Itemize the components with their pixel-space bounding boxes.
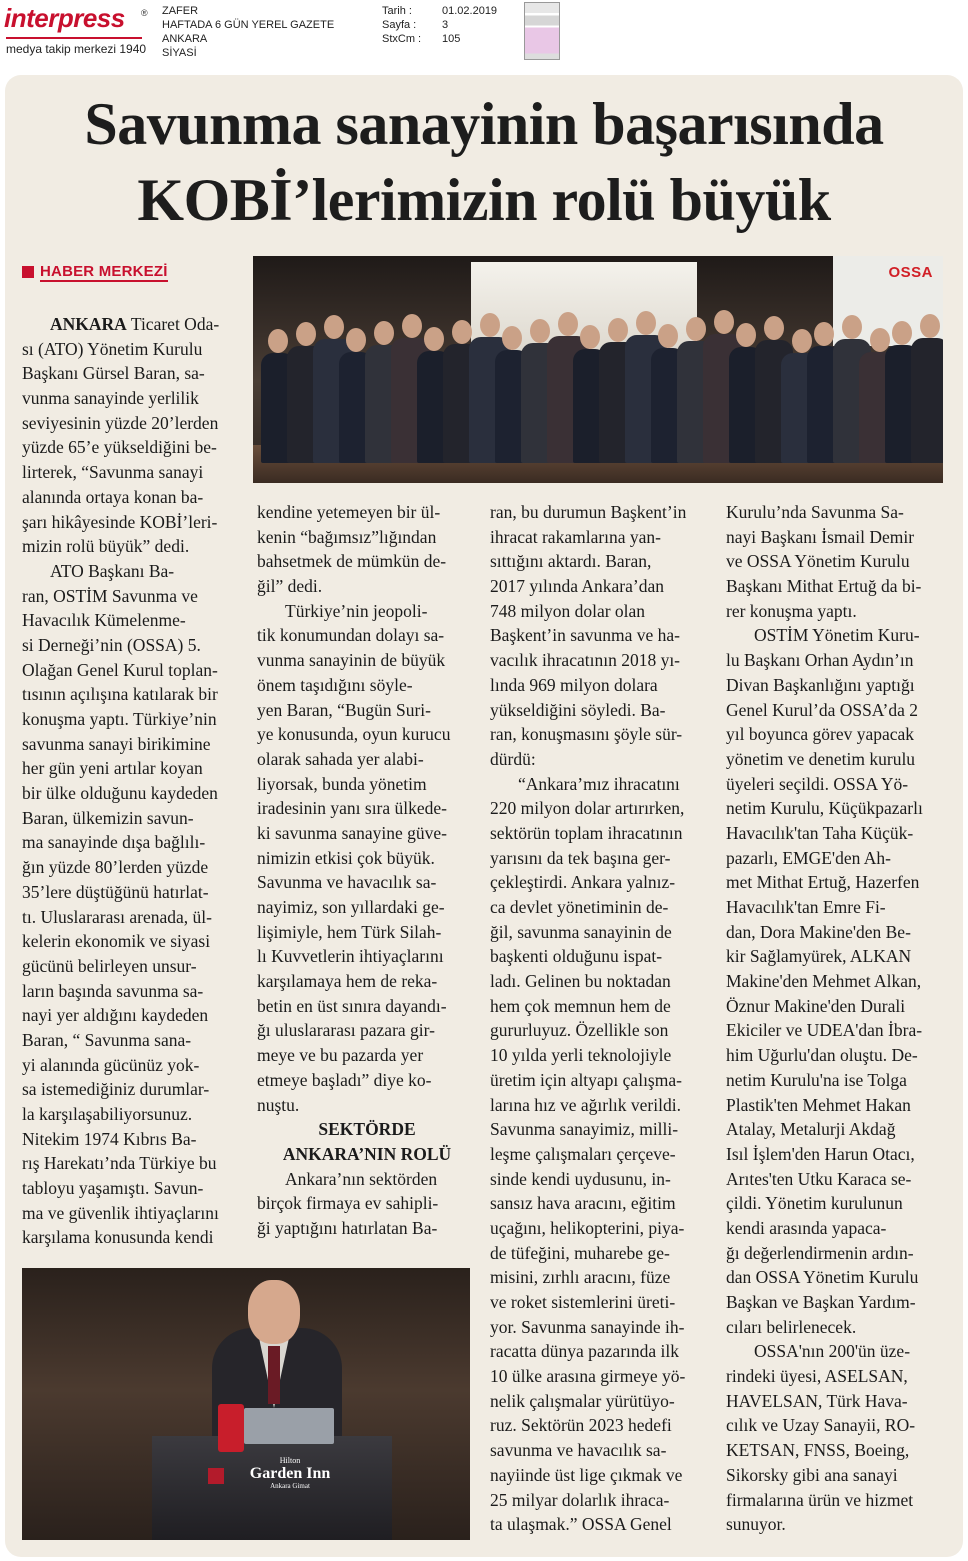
article-text-line: ği yaptığını hatırlatan Ba- [257,1217,438,1238]
article-text-line: ve roket sistemlerini üreti- [490,1292,676,1312]
hotel-sign-line-1: Hilton [279,1456,301,1465]
publication-name: ZAFER [162,5,199,17]
person-head [736,323,756,347]
person-head [452,320,472,344]
article-text-line: la karşılaşabiliyorsunuz. [22,1104,193,1124]
article-text-line: him Uğurlu'dan oluştu. De- [726,1045,918,1066]
person-head [530,319,550,343]
article-text-line: Başkent’in savunma ve ha- [490,625,681,646]
article-text-line: ca devlet yönetiminin de- [490,897,669,917]
interpress-logo [4,4,150,60]
article-text-line: sa istemediğiniz durumlar- [22,1079,210,1100]
article-text-line: Havacılık'tan Taha Küçük- [726,822,914,843]
article-text-line: 25 milyar dolarlık ihraca- [490,1489,670,1510]
article-text-line: Divan Başkanlığını yaptığı [726,674,915,695]
article-text-line: Ankara’nın sektörden [285,1168,438,1189]
article-text-line: nuştu. [257,1094,300,1115]
person-head [686,317,706,341]
article-text-line: sansız hava aracını, eğitim [490,1193,676,1214]
article-text-line: gücünü belirleyen unsur- [22,955,197,976]
laptop-icon [244,1408,334,1444]
article-text-line: Öznur Makine'den Durali [726,995,906,1016]
article-text-line: lişimiyle, hem Türk Silah- [257,921,442,942]
article-text-line: Türkiye’nin jeopoli- [285,600,428,621]
publication-info [162,4,334,60]
article-text-line: nayi Başkanı İsmail Demir [726,526,915,547]
person-head [374,321,394,345]
article-text-line: vunma sanayinin de büyük [257,650,446,671]
article-text-line: başkenti olduğunu ispat- [490,946,663,967]
article-text-line: çildi. Yönetim kurulunun [726,1193,903,1214]
person-head [558,312,578,336]
article-text-line: cıları belirlenecek. [726,1316,857,1337]
publication-frequency: HAFTADA 6 GÜN YEREL GAZETE [162,19,335,31]
article-column-3 [490,500,714,1537]
article-text-line: ğı uluslararası pazara gir- [257,1020,435,1041]
article-text-line: lı Kuvvetlerin ihtiyaçlarını [257,946,444,967]
ossa-banner-text: OSSA [888,264,933,281]
headline-line-1: Savunma sanayinin başarısında [84,91,884,157]
article-text-line: mizin rolü büyük” dedi. [22,536,190,557]
article-text-line: betin en üst sınıra dayandı- [257,995,447,1016]
article-text-line: ki savunma sanayine güve- [257,822,448,843]
person-head [502,326,522,350]
article-text-line: racatta dünya pazarında ilk [490,1341,679,1362]
person-head [658,324,678,348]
dateline: ANKARA [50,314,127,334]
clipping-meta-labels [382,4,421,46]
article-text-line: yen Baran, “Bugün Suri- [257,699,431,720]
person-head [402,314,422,338]
byline [22,260,168,284]
article-text-line [22,312,245,337]
byline-text: HABER MERKEZİ [40,262,168,280]
person-head [346,328,366,352]
date-value: 01.02.2019 [442,5,498,17]
article-text-line: sektörün toplam ihracatının [490,822,683,843]
article-text-line: Atalay, Metalurji Akdağ [726,1119,896,1140]
stxcm-label: StxCm : [382,33,422,45]
article-text-line: karşılamaya hem de reka- [257,971,438,992]
article-text-line: ma ve güvenlik ihtiyaçlarını [22,1202,219,1223]
hilton-logo-icon [208,1468,224,1484]
person-head [714,310,734,334]
article-text-line: lu Başkanı Orhan Aydın’ın [726,650,914,671]
publication-city: ANKARA [162,33,208,45]
hotel-sign-line-2: Garden Inn [249,1465,331,1482]
article-column-2 [257,500,477,1241]
microphone-icon [218,1404,244,1452]
article-text-line: yarısını da tek başına ger- [490,847,671,868]
article-text-line: etmeye başladı” diye ko- [257,1069,432,1090]
date-label: Tarih : [382,5,412,17]
article-text-line: lirterek, “Savunma sanayi [22,462,204,483]
article-text-line: çekleştirdi. Ankara yalnız- [490,872,676,893]
article-text-line: liyorsak, bunda yönetim [257,773,427,794]
article-text-line: nimizin etkisi çok büyük. [257,847,435,868]
article-text-line: hem çok memnun hem de [490,995,671,1016]
article-text-line: 10 ülke arasına girmeye yö- [490,1366,686,1387]
stxcm-value: 105 [442,33,461,45]
hotel-sign [220,1456,360,1498]
article-text-line: yıl boyunca görev yapacak [726,724,915,745]
person-head [424,327,444,351]
article-text-line: iradesinin yanı sıra ülkede- [257,798,448,819]
person-head [324,315,344,339]
article-text-line: kendine yetemeyen bir ül- [257,502,441,522]
article-text-line: meye ve bu pazarda yer [257,1045,424,1066]
article-column-1 [22,312,245,1250]
article-text-line: rış Harekatı’nda Türkiye bu [22,1153,217,1174]
article-text-line: de tüfeğini, muharebe ge- [490,1242,670,1263]
article-text-line: 10 yılda yerli teknolojiyle [490,1045,672,1066]
article-text-line: ğın yüzde 80’lerden yüzde [22,857,209,878]
article-text-line: si Derneği’nin (OSSA) 5. [22,634,201,655]
article-text-line: Sikorsky gibi ana sanayi [726,1464,898,1485]
logo-registered-mark: ® [141,8,148,18]
article-text-line: savunma ve havacılık sa- [490,1440,667,1461]
article-text-line: şarı hikâyesinde KOBİ’leri- [22,511,218,532]
speaker-tie [268,1346,280,1404]
article-text: Ticaret Oda- [126,314,220,334]
article-text-line: konuşma yaptı. Türkiye’nin [22,709,217,729]
article-text-line: gururluyuz. Özellikle son [490,1020,669,1041]
article-text-line: ran, OSTİM Savunma ve [22,585,198,606]
article-text-line: cılık ve Uzay Sanayii, RO- [726,1415,916,1436]
article-text-line: Havacılık Kümelenme- [22,610,186,631]
article-text-line: tısının açılışına katılarak bir [22,684,218,705]
logo-brand: interpress [4,3,125,33]
article-text-line: ların başında savunma sa- [22,980,204,1001]
article-text-line: Savunma sanayimiz, milli- [490,1119,679,1140]
article-text-line: üretim için altyapı çalışma- [490,1069,682,1090]
article-text-line: vunma sanayinde yerlilik [22,388,199,409]
article-text-line: kir Sağlamyürek, ALKAN [726,946,912,967]
article-text-line: tik konumundan dolayı sa- [257,625,445,646]
article-text-line: rer konuşma yaptı. [726,600,857,621]
article-text-line: Genel Kurul’da OSSA’da 2 [726,699,918,720]
article-text-line: larına hız ve ağırlık verildi. [490,1094,681,1115]
page-value: 3 [442,19,449,31]
article-text-line: leşme çalışmaları çerçeve- [490,1143,676,1164]
article-column-4 [726,500,944,1537]
article-text-line: uçağını, helikopterini, piya- [490,1217,685,1238]
article-text-line: sıttığını aktardı. Baran, [490,551,652,572]
article-text-line: Kurulu’nda Savunma Sa- [726,502,904,522]
article-text-line: yükseldiğini söyledi. Ba- [490,699,666,720]
article-text-line: 2017 yılında Ankara’dan [490,576,664,597]
newspaper-page-thumbnail[interactable] [524,2,560,60]
article-text-line: 220 milyon dolar artırırken, [490,798,685,819]
article-text-line: ğı değerlendirmenin ardın- [726,1242,914,1263]
article-text-line: nayi yer aldığını kaydeden [22,1005,209,1026]
article-text-line: ye konusunda, oyun kurucu [257,724,451,745]
article-text-line: önem taşıdığını söyle- [257,674,413,695]
person-head [580,325,600,349]
article-text-line: misini, zırhlı aracını, füze [490,1267,671,1288]
article-text-line: vacılık ihracatının 2018 yı- [490,650,681,671]
article-text-line: üyeleri seçildi. OSSA Yö- [726,773,909,794]
article-text-line: seviyesinin yüzde 20’lerden [22,412,219,433]
article-text-line: yüzde 65’e yükseldiğini be- [22,437,217,458]
article-text-line: lında 969 milyon dolara [490,674,658,695]
article-text-line: karşılama konusunda kendi [22,1227,214,1248]
speaker-head [248,1280,300,1344]
logo-tagline: medya takip merkezi 1940 [6,42,147,56]
article-text-line: Plastik'ten Mehmet Hakan [726,1094,911,1115]
article-text-line: kenin “bağımsız”lığından [257,526,437,547]
article-text-line: kendi arasında yapaca- [726,1217,887,1238]
article-text-line: dan, Dora Makine'den Be- [726,921,911,942]
person-silhouette [911,338,943,463]
logo-underline [6,37,142,39]
byline-square-icon [22,266,34,278]
article-text-line: Baran, “ Savunma sana- [22,1029,192,1050]
article-text-line: ran, konuşmasını şöyle sür- [490,724,683,745]
article-text-line: yor. Savunma sanayinde ih- [490,1316,685,1337]
article-text-line: nayimiz, son yıllardaki ge- [257,897,445,917]
person-head [268,329,288,353]
article-text-line: nelik çalışmalar yürütüyo- [490,1390,675,1411]
article-text-line: ATO Başkanı Ba- [50,560,175,581]
article-text-line: dan OSSA Yönetim Kurulu [726,1267,919,1288]
article-text-line: Başkanı Gürsel Baran, sa- [22,363,205,384]
article-text-line: birçok firmaya ev sahipli- [257,1193,439,1214]
article-text-line: ta ulaşmak.” OSSA Genel [490,1514,672,1535]
article-text-line: Baran, ülkemizin savun- [22,807,194,828]
group-photo[interactable] [253,256,943,483]
person-head [920,314,940,338]
article-text-line: alanında ortaya konan ba- [22,486,204,507]
article-text-line: ve OSSA Yönetim Kurulu [726,551,910,572]
hotel-sign-line-3: Ankara Gimat [270,1482,310,1490]
article-text-line: ihracat rakamlarına yan- [490,526,662,547]
article-text-line: ruz. Sektörün 2023 hedefi [490,1415,672,1436]
article-text-line: bahsetmek de mümkün de- [257,551,447,572]
person-head [480,313,500,337]
article-text-line: tı. Uluslararası arenada, ül- [22,906,212,927]
article-text-line: Nitekim 1974 Kıbrıs Ba- [22,1128,197,1149]
article-text-line: Başkan ve Başkan Yardım- [726,1292,916,1312]
article-text-line: Havacılık'tan Emre Fi- [726,897,886,917]
article-text-line: firmalarına ürün ve hizmet [726,1489,914,1510]
article-text-line: Arıtes'ten Utku Karaca se- [726,1168,912,1189]
article-text-line: OSTİM Yönetim Kuru- [754,625,920,646]
person-head [636,311,656,335]
article-text-line: 35’lere düştüğünü hatırlat- [22,881,209,902]
article-text-line: yönetim ve denetim kurulu [726,748,916,769]
article-text-line: Isıl İşlem'den Harun Otacı, [726,1143,915,1164]
person-head [842,315,862,339]
article-text-line: dürdü: [490,748,536,769]
person-head [892,321,912,345]
article-text-line: rindeki üyesi, ASELSAN, [726,1366,908,1387]
article-text-line: ran, bu durumun Başkent’in [490,502,687,522]
article-text-line: ğil, savunma sanayinin de [490,921,672,942]
person-head [608,318,628,342]
subheading-line: ANKARA’NIN ROLÜ [282,1143,452,1164]
publication-category: SİYASİ [162,47,197,59]
article-text-line: met Mithat Ertuğ, Hazerfen [726,872,920,893]
article-text-line: HAVELSAN, Türk Hava- [726,1390,908,1411]
article-text-line: her gün yeni artılar koyan [22,758,203,779]
article-text-line: netim Kurulu'na ise Tolga [726,1069,907,1090]
clipping-header [0,0,968,70]
headline-line-2: KOBİ’lerimizin rolü büyük [137,167,831,233]
article-text-line: sinde kendi uydusunu, in- [490,1168,671,1189]
article-text-line: savunma sanayi birikimine [22,733,211,754]
article-text-line: Ekiciler ve UDEA'dan İbra- [726,1020,923,1041]
page-label: Sayfa : [382,19,417,31]
article-text-line: 748 milyon dolar olan [490,600,646,621]
article-text-line: netim Kurulu, Küçükpazarlı [726,798,923,819]
article-text-line: Başkanı Mithat Ertuğ da bi- [726,576,922,597]
person-head [814,322,834,346]
person-head [296,322,316,346]
article-text-line: Makine'den Mehmet Alkan, [726,971,922,992]
article-text-line: KETSAN, FNSS, Boeing, [726,1440,910,1461]
article-text-line: Savunma ve havacılık sa- [257,872,437,893]
subheading-line: SEKTÖRDE [318,1119,416,1140]
speaker-photo[interactable] [22,1268,470,1540]
clipping-meta-values [442,4,497,46]
article-text-line: ma sanayinde dışa bağlılı- [22,832,206,853]
article-text-line: ladı. Gelinen bu noktadan [490,971,671,992]
article-text-line: “Ankara’mız ihracatını [518,773,680,794]
person-head [764,316,784,340]
article-text-line: kelerin ekonomik ve siyasi [22,931,211,952]
article-text-line: pazarlı, EMGE'den Ah- [726,847,891,868]
article-text-line: tabloyu yaşamıştı. Savun- [22,1178,204,1199]
article-text-line: sunuyor. [726,1514,786,1535]
article-text-line: yi alanında gücünüz yok- [22,1054,200,1075]
article-text-line: OSSA'nın 200'ün üze- [754,1341,911,1362]
article-text-line: ğil” dedi. [257,576,323,597]
article-text-line: Olağan Genel Kurul toplan- [22,659,218,680]
article-text-line: olarak sahada yer alabi- [257,748,424,769]
article-text-line: nayiinde üst lige çıkmak ve [490,1464,683,1485]
article-text-line: bir ülke olduğunu kaydeden [22,783,218,804]
article-text-line: sı (ATO) Yönetim Kurulu [22,338,203,359]
